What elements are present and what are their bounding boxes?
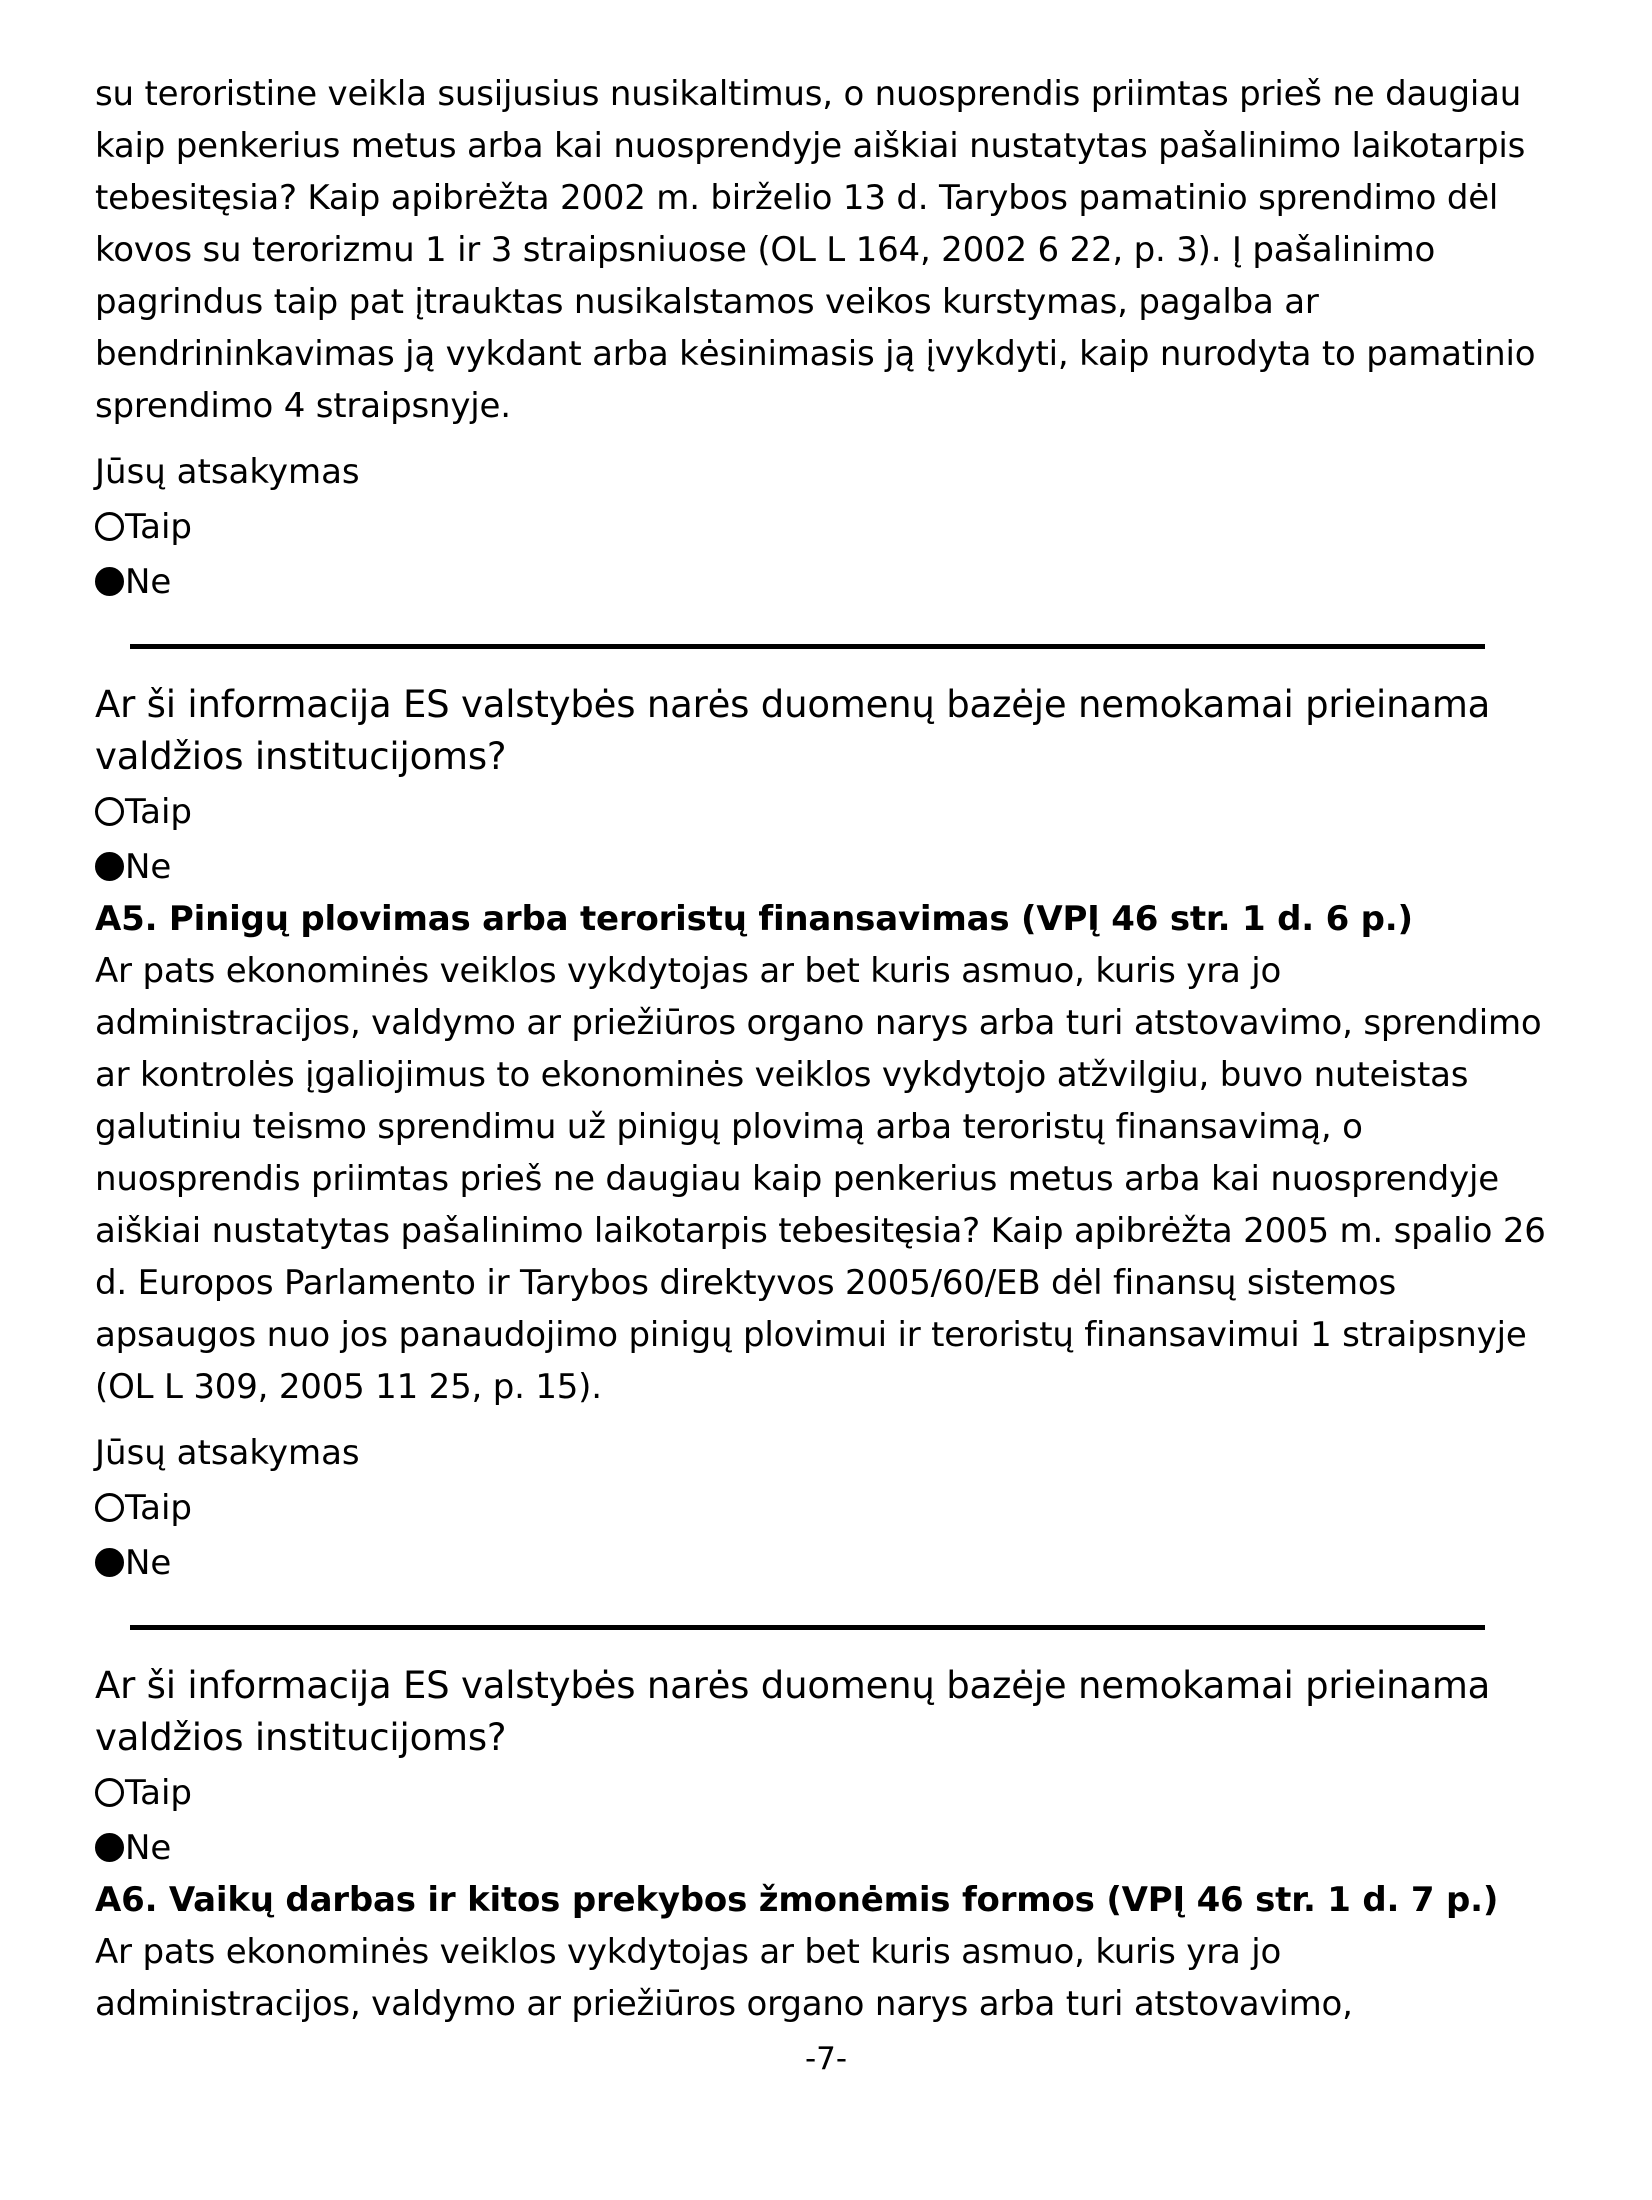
radio-unselected-icon[interactable] (95, 1493, 124, 1522)
section-divider (130, 1625, 1485, 1630)
answer-group-a5 (95, 1427, 1557, 1589)
section-divider (130, 644, 1485, 649)
radio-option-label[interactable]: Taip (125, 1773, 193, 1813)
radio-selected-icon[interactable] (95, 567, 124, 596)
paragraph-a4-continuation: su teroristine veikla susijusius nusikaltimus, o nuosprendis priimtas prieš ne daugiau kaip penkerius metus arba kai nuosprendyje aiškiai nustatytas pašalinimo laikotarpis tebesitęsia? Kaip apibrėžta 2002 m. birželio 13 d. Tarybos pamatinio sprendimo dėl kovos su terorizmu 1 ir 3 straipsniuose (OL L 164, 2002 6 22, p. 3). Į pašalinimo pagrindus taip pat įtrauktas nusikalstamos veikos kurstymas, pagalba ar bendrininkavimas ją vykdant arba kėsinimasis ją įvykdyti, kaip nurodyta to pamatinio sprendimo 4 straipsnyje. (95, 74, 1536, 426)
page-number: -7- (804, 2041, 848, 2077)
answer-group-label: Jūsų atsakymas (95, 1433, 360, 1473)
radio-option-taip[interactable] (95, 501, 1557, 553)
radio-option-label[interactable]: Ne (125, 1828, 172, 1868)
radio-option-ne[interactable] (95, 556, 1557, 608)
question-text: Ar ši informacija ES valstybės narės duomenų bazėje nemokamai prieinama valdžios institucijoms? (95, 1664, 1491, 1759)
db-question-block-1 (95, 679, 1557, 893)
radio-option-label[interactable]: Ne (125, 562, 172, 602)
radio-selected-icon[interactable] (95, 852, 124, 881)
radio-unselected-icon[interactable] (95, 797, 124, 826)
radio-option-ne[interactable] (95, 1537, 1557, 1589)
radio-option-label[interactable]: Taip (125, 792, 193, 832)
radio-option-ne[interactable] (95, 841, 1557, 893)
radio-unselected-icon[interactable] (95, 512, 124, 541)
radio-option-taip[interactable] (95, 786, 1557, 838)
paragraph-a5: Ar pats ekonominės veiklos vykdytojas ar bet kuris asmuo, kuris yra jo administracijos, valdymo ar priežiūros organo narys arba turi atstovavimo, sprendimo ar kontrolės įgaliojimus to ekonominės veiklos vykdytojo atžvilgiu, buvo nuteistas galutiniu teismo sprendimu už pinigų plovimą arba teroristų finansavimą, o nuosprendis priimtas prieš ne daugiau kaip penkerius metus arba kai nuosprendyje aiškiai nustatytas pašalinimo laikotarpis tebesitęsia? Kaip apibrėžta 2005 m. spalio 26 d. Europos Parlamento ir Tarybos direktyvos 2005/60/EB dėl finansų sistemos apsaugos nuo jos panaudojimo pinigų plovimui ir teroristų finansavimui 1 straipsnyje (OL L 309, 2005 11 25, p. 15). (95, 951, 1546, 1407)
answer-group-a4 (95, 446, 1557, 608)
question-text: Ar ši informacija ES valstybės narės duomenų bazėje nemokamai prieinama valdžios institucijoms? (95, 683, 1491, 778)
radio-selected-icon[interactable] (95, 1548, 124, 1577)
paragraph-a6: Ar pats ekonominės veiklos vykdytojas ar bet kuris asmuo, kuris yra jo administracijos, valdymo ar priežiūros organo narys arba turi atstovavimo, (95, 1932, 1353, 2024)
radio-unselected-icon[interactable] (95, 1778, 124, 1807)
radio-option-label[interactable]: Taip (125, 1488, 193, 1528)
answer-group-label: Jūsų atsakymas (95, 452, 360, 492)
db-question-block-2 (95, 1660, 1557, 1874)
section-heading-a6: A6. Vaikų darbas ir kitos prekybos žmonėmis formos (VPĮ 46 str. 1 d. 7 p.) (95, 1880, 1499, 1920)
radio-option-label[interactable]: Taip (125, 507, 193, 547)
radio-option-taip[interactable] (95, 1767, 1557, 1819)
section-heading-a5: A5. Pinigų plovimas arba teroristų finansavimas (VPĮ 46 str. 1 d. 6 p.) (95, 899, 1413, 939)
radio-option-ne[interactable] (95, 1822, 1557, 1874)
radio-option-label[interactable]: Ne (125, 847, 172, 887)
radio-selected-icon[interactable] (95, 1833, 124, 1862)
radio-option-label[interactable]: Ne (125, 1543, 172, 1583)
radio-option-taip[interactable] (95, 1482, 1557, 1534)
